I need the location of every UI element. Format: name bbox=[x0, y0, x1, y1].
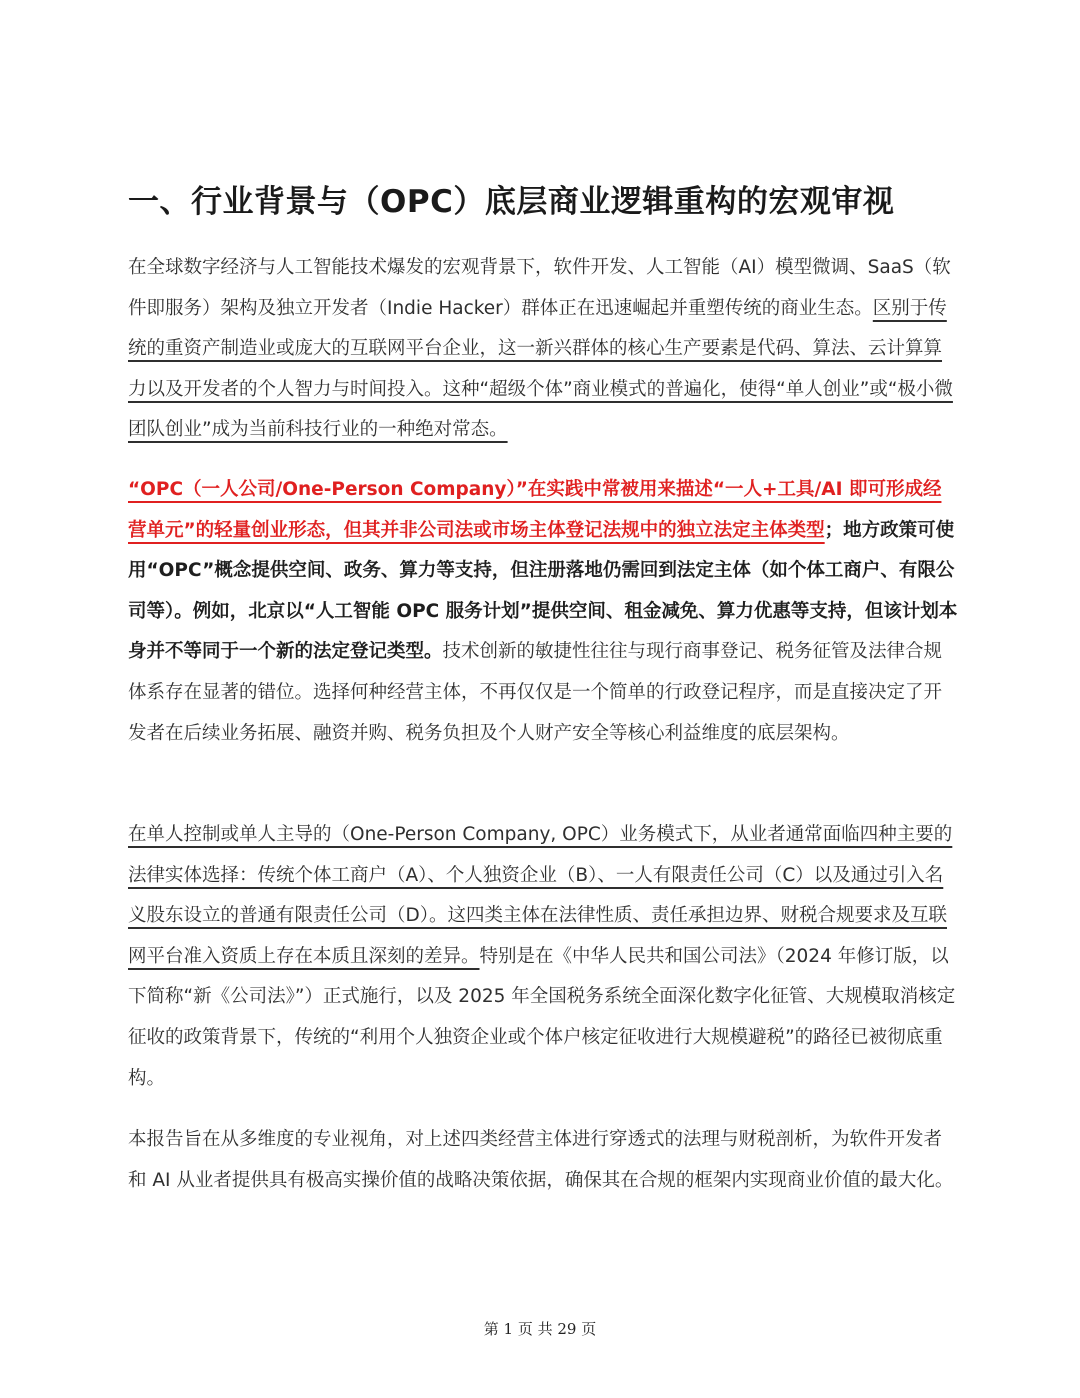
paragraph-text: 技术创新的敏捷性往往与现行商事登记、税务征管及法律合规体系存在显著的错位。选择何种经营主体，不再仅仅是一个简单的行政登记程序，而是直接决定了开发者在后续业务拓展、融资并购、税务负担及个人财产安全等核心利益维度的底层架构。 bbox=[128, 641, 943, 744]
paragraph-report-purpose bbox=[128, 1120, 958, 1201]
underlined-text: 区别于传统的重资产制造业或庞大的互联网平台企业，这一新兴群体的核心生产要素是代码、算法、云计算算力以及开发者的个人智力与时间投入。这种“超级个体”商业模式的普遍化，使得“单人创业”或“极小微团队创业”成为当前科技行业的一种绝对常态。 bbox=[128, 297, 953, 441]
paragraph-text: 在全球数字经济与人工智能技术爆发的宏观背景下，软件开发、人工智能（AI）模型微调、SaaS（软件即服务）架构及独立开发者（Indie Hacker）群体正在迅速崛起并重塑传统的商业生态。 bbox=[128, 257, 951, 319]
underlined-text: 在单人控制或单人主导的（One-Person Company, OPC）业务模式下，从业者通常面临四种主要的法律实体选择：传统个体工商户（A）、个人独资企业（B）、一人有限责任公司（C）以及通过引入名义股东设立的普通有限责任公司（D）。这四类主体在法律性质、责任承担边界、财税合规要求及互联网平台准入资质上存在本质且深刻的差异。 bbox=[128, 824, 953, 967]
page-number: 第 1 页 共 29 页 bbox=[483, 1320, 597, 1338]
paragraph-entity-choices bbox=[128, 815, 958, 1099]
paragraph-opc-definition bbox=[128, 470, 958, 754]
red-emphasis-text: “OPC（一人公司/One-Person Company）”在实践中常被用来描述“一人+工具/AI 即可形成经营单元”的轻量创业形态，但其并非公司法或市场主体登记法规中的独立法定主体类型 bbox=[128, 479, 942, 541]
paragraph-text: 本报告旨在从多维度的专业视角，对上述四类经营主体进行穿透式的法理与财税剖析，为软件开发者和 AI 从业者提供具有极高实操价值的战略决策依据，确保其在合规的框架内实现商业价值的最大化。 bbox=[128, 1129, 954, 1191]
paragraph-background bbox=[128, 248, 958, 451]
section-heading: 一、行业背景与（OPC）底层商业逻辑重构的宏观审视 bbox=[128, 184, 895, 220]
paragraph-text: 特别是在《中华人民共和国公司法》（2024 年修订版，以下简称“新《公司法》”）正式施行，以及 2025 年全国税务系统全面深化数字化征管、大规模取消核定征收的政策背景下，传统的“利用个人独资企业或个体户核定征收进行大规模避税”的路径已被彻底重构。 bbox=[128, 945, 956, 1089]
bold-text: ；地方政策可使用“OPC”概念提供空间、政务、算力等支持，但注册落地仍需回到法定主体（如个体工商户、有限公司等）。例如，北京以“人工智能 OPC 服务计划”提供空间、租金减免、算力优惠等支持，但该计划本身并不等同于一个新的法定登记类型。 bbox=[128, 519, 958, 663]
